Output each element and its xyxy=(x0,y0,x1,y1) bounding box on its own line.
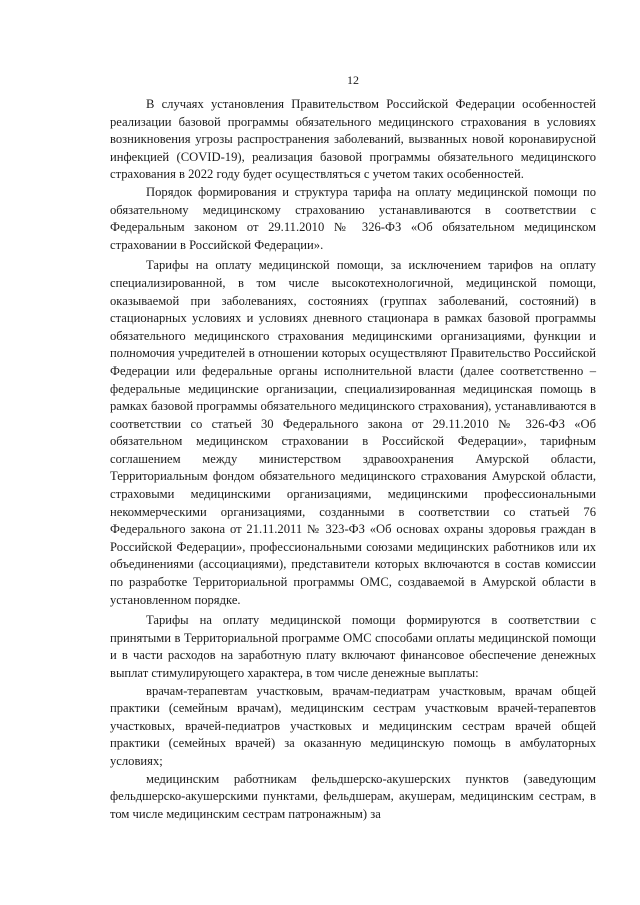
list-item-district-physicians: врачам-терапевтам участковым, врачам-педиатрам участковым, врачам общей практики (семейным врачам), медицинским сестрам участковым врачей-терапевтов участковых, врачей-педиатров участковых и медицинским сестрам врачей общей практики (семейных врачей) за оказанную медицинскую помощь в амбулаторных условиях; xyxy=(110,683,596,768)
paragraph-covid-features: В случаях установления Правительством Российской Федерации особенностей реализации базовой программы обязательного медицинского страхования в условиях возникновения угрозы распространения заболеваний, вызванных новой коронавирусной инфекцией (COVID-19), реализация базовой программы обязательного медицинского страхования в 2022 году будет осуществляться с учетом таких особенностей. xyxy=(110,97,596,182)
paragraph-tariff-procedure: Порядок формирования и структура тарифа на оплату медицинской помощи по обязательному медицинскому страхованию устанавливаются в соответствии с Федеральным законом от 29.11.2010 № 326-ФЗ «Об обязательном медицинском страховании в Российской Федерации». xyxy=(110,184,596,252)
paragraph-tariff-establishment: Тарифы на оплату медицинской помощи, за исключением тарифов на оплату специализированной, в том числе высокотехнологичной, медицинской помощи, оказываемой при заболеваниях, состояниях (группах заболеваний, состояний) в стационарных условиях и условиях дневного стационара в рамках базовой программы обязательного медицинского страхования медицинскими организациями, функции и полномочия учредителей в отношении которых осуществляют Правительство Российской Федерации или федеральные органы исполнительной власти (далее соответственно – федеральные медицинские организации, специализированная медицинская помощь в рамках базовой программы обязательного медицинского страхования), устанавливаются в соответствии со статьей 30 Федерального закона от 29.11.2010 № 326-ФЗ «Об обязательном медицинском страховании в Российской Федерации», тарифным соглашением между министерством здравоохранения Амурской области, Территориальным фондом обязательного медицинского страхования Амурской области, страховыми медицинскими организациями, медицинскими профессиональными некоммерческими организациями, созданными в соответствии со статьей 76 Федерального закона от 21.11.2011 № 323-ФЗ «Об основах охраны здоровья граждан в Российской Федерации», профессиональными союзами медицинских работников или их объединениями (ассоциациями), представители которых включаются в состав комиссии по разработке Территориальной программы ОМС, создаваемой в Амурской области в установленном порядке. xyxy=(110,258,596,607)
list-item-feldsher-points: медицинским работникам фельдшерско-акушерских пунктов (заведующим фельдшерско-акушерскими пунктами, фельдшерам, акушерам, медицинским сестрам, в том числе медицинским сестрам патронажным) за xyxy=(110,771,596,821)
page-number: 12 xyxy=(347,73,359,87)
paragraph-tariff-formation: Тарифы на оплату медицинской помощи формируются в соответствии с принятыми в Территориальной программе ОМС способами оплаты медицинской помощи и в части расходов на заработную плату включают финансовое обеспечение денежных выплат стимулирующего характера, в том числе денежные выплаты: xyxy=(110,613,596,680)
